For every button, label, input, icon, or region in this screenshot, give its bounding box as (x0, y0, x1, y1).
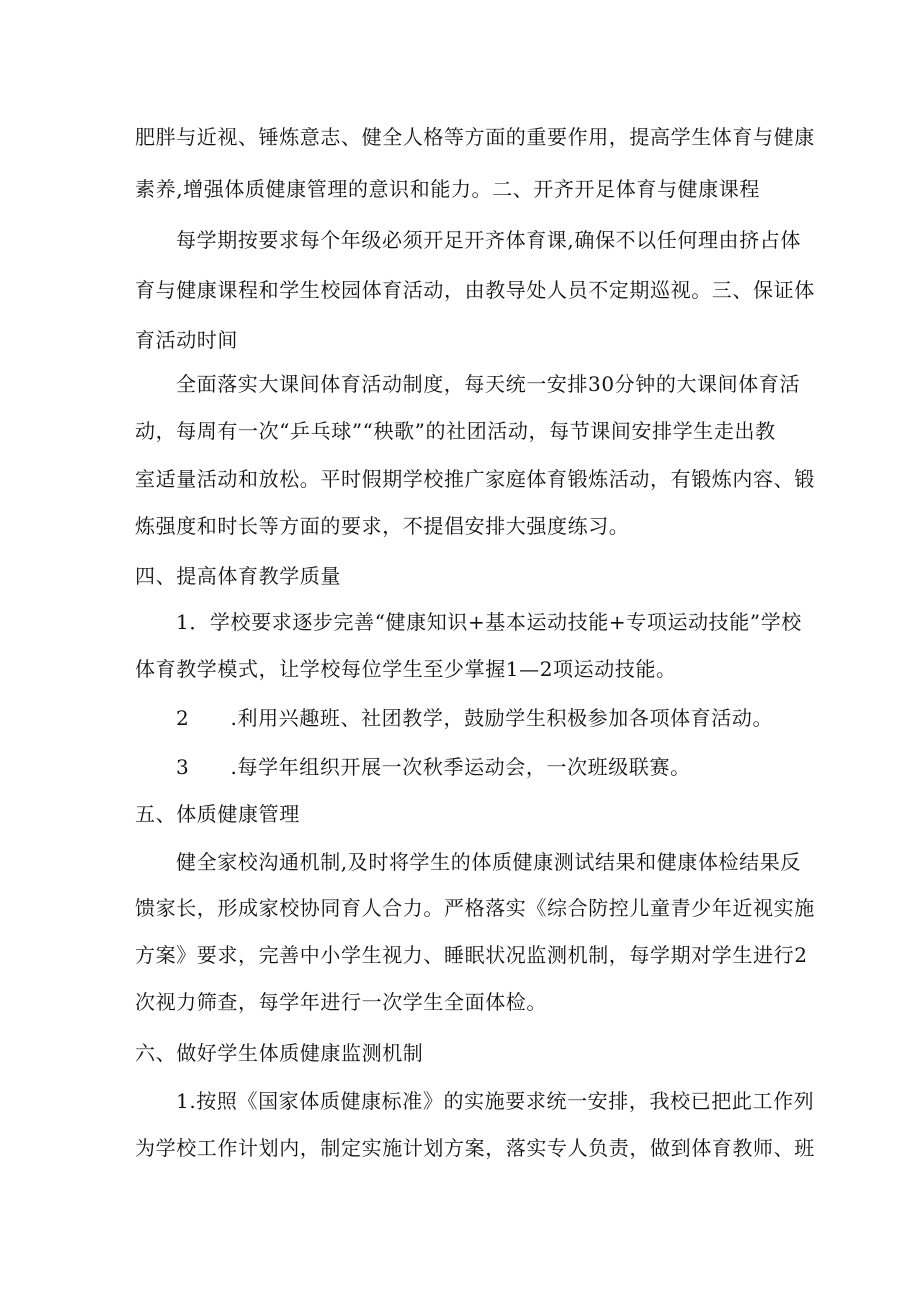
text-line: 育活动时间 (135, 328, 238, 352)
text-line: 素养,增强体质健康管理的意识和能力。二、开齐开足体育与健康课程 (135, 177, 760, 201)
text-line: 为学校工作计划内，制定实施计划方案，落实专人负责，做到体育教师、班 (135, 1136, 815, 1160)
text-line: 每学期按要求每个年级必须开足开齐体育课,确保不以任何理由挤占体 (176, 228, 801, 252)
section-heading: 五、体质健康管理 (135, 802, 300, 826)
text-line: 馈家长，形成家校协同育人合力。严格落实《综合防控儿童青少年近视实施 (135, 896, 815, 920)
text-line: 体育教学模式，让学校每位学生至少掌握1—2项运动技能。 (135, 657, 677, 681)
text-line: 次视力筛查，每学年进行一次学生全面体检。 (135, 990, 547, 1014)
section-heading: 六、做好学生体质健康监测机制 (135, 1041, 424, 1065)
text-line: 健全家校沟通机制,及时将学生的体质健康测试结果和健康体检结果反 (176, 850, 801, 874)
list-item: 2 .利用兴趣班、社团教学，鼓励学生积极参加各项体育活动。 (176, 706, 774, 730)
text-line: 动，每周有一次“乒乓球”“秧歌”的社团活动，每节课间安排学生走出教 (135, 419, 776, 443)
text-line: 1．学校要求逐步完善“健康知识+基本运动技能+专项运动技能”学校 (176, 610, 802, 634)
text-line: 1.按照《国家体质健康标准》的实施要求统一安排，我校已把此工作列 (176, 1089, 815, 1113)
text-line: 育与健康课程和学生校园体育活动，由教导处人员不定期巡视。三、保证体 (135, 278, 815, 302)
text-line: 全面落实大课间体育活动制度，每天统一安排30分钟的大课间体育活 (176, 372, 801, 396)
section-heading: 四、提高体育教学质量 (135, 564, 341, 588)
text-line: 方案》要求，完善中小学生视力、睡眠状况监测机制，每学期对学生进行2 (135, 943, 808, 967)
text-line: 室适量活动和放松。平时假期学校推广家庭体育锻炼活动，有锻炼内容、锻 (135, 467, 815, 491)
list-item: 3 .每学年组织开展一次秋季运动会，一次班级联赛。 (176, 755, 691, 779)
text-line: 肥胖与近视、锤炼意志、健全人格等方面的重要作用，提高学生体育与健康 (135, 125, 815, 149)
text-line: 炼强度和时长等方面的要求，不提倡安排大强度练习。 (135, 514, 630, 538)
